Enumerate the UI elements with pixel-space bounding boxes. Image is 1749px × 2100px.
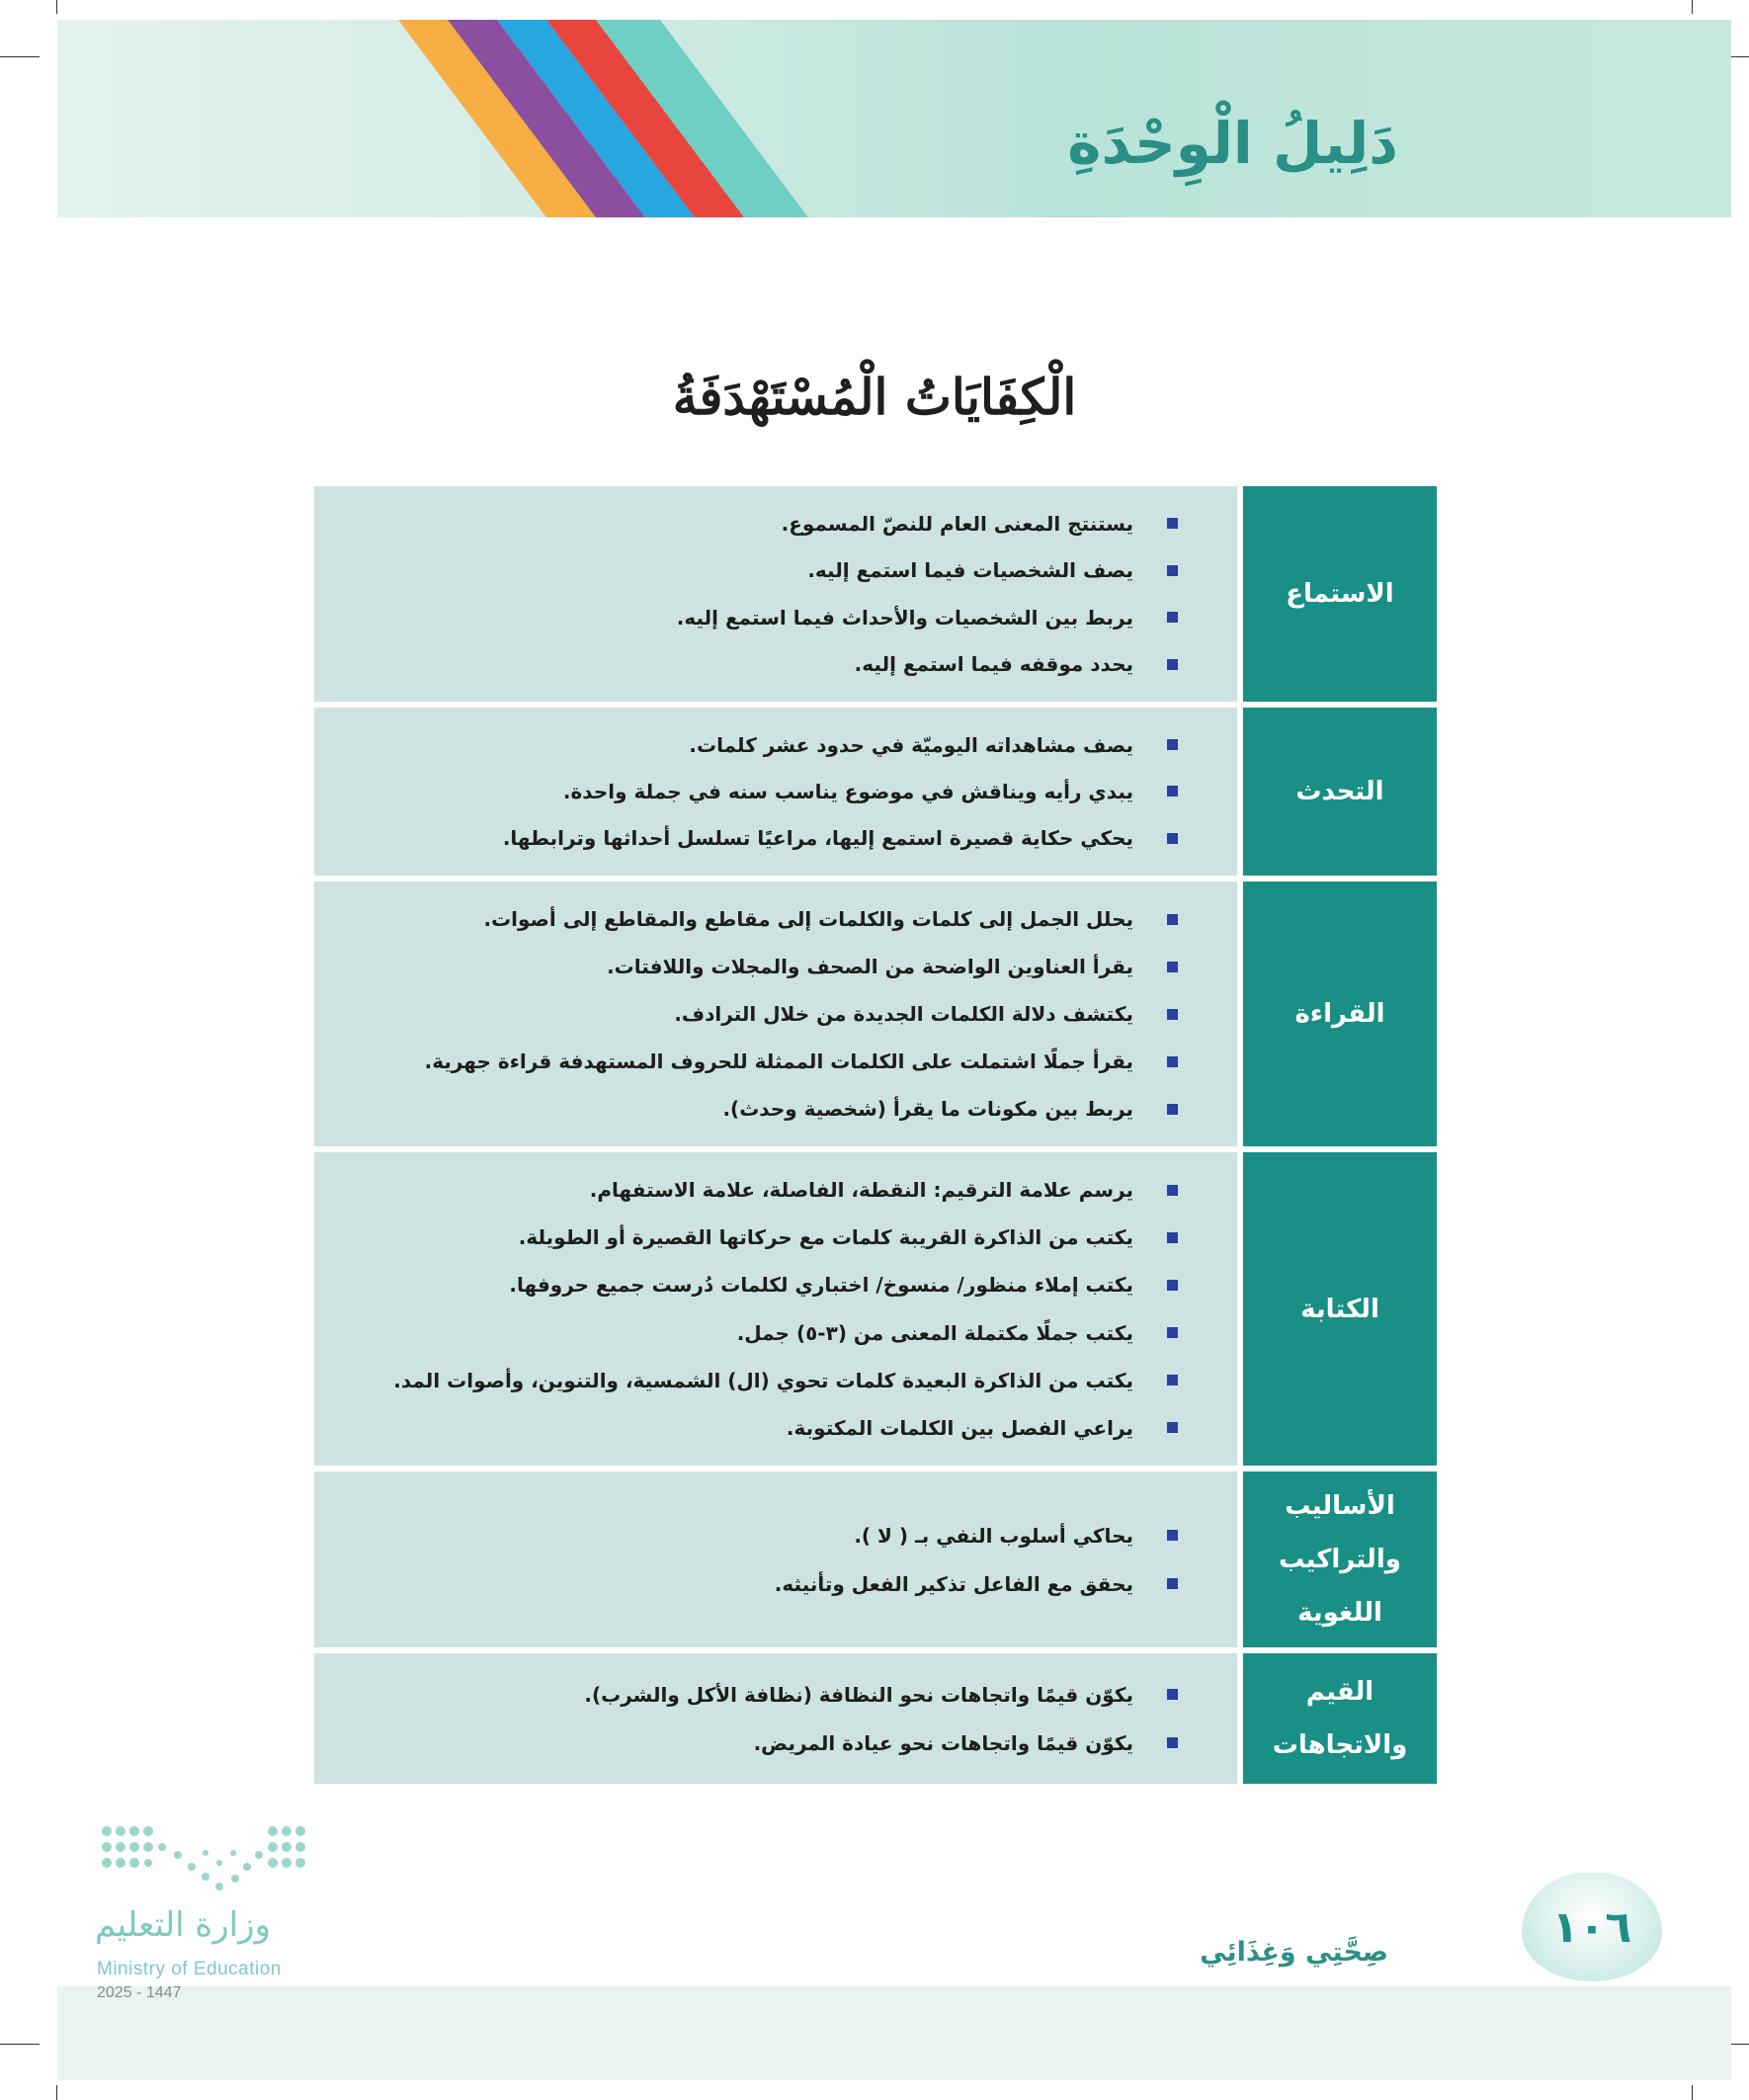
competency-list	[314, 882, 1237, 1146]
square-bullet-icon	[1167, 739, 1178, 750]
crop-mark	[56, 2085, 57, 2100]
square-bullet-icon	[1167, 1185, 1178, 1196]
crop-mark	[1692, 0, 1693, 14]
item-text: يستنتج المعنى العام للنصّ المسموع.	[781, 511, 1133, 536]
crop-mark	[56, 0, 57, 14]
edition-year: 2025 - 1447	[97, 1984, 182, 2001]
list-item	[334, 990, 1178, 1038]
list-item	[334, 594, 1178, 641]
competency-list	[314, 1653, 1237, 1784]
list-item	[334, 1166, 1178, 1214]
unit-guide-header	[57, 20, 1731, 217]
item-text: يكتب إملاء منظور/ منسوخ/ اختباري لكلمات دُرست جميع حروفها.	[509, 1273, 1133, 1298]
square-bullet-icon	[1167, 1327, 1178, 1338]
square-bullet-icon	[1167, 1375, 1178, 1386]
item-text: يحلل الجمل إلى كلمات والكلمات إلى مقاطع والمقاطع إلى أصوات.	[483, 907, 1133, 931]
square-bullet-icon	[1167, 1232, 1178, 1243]
list-item	[334, 1038, 1178, 1085]
item-text: يحقق مع الفاعل تذكير الفعل وتأنيثه.	[774, 1571, 1133, 1596]
item-text: يقرأ جملًا اشتملت على الكلمات الممثلة للحروف المستهدفة قراءة جهرية.	[424, 1050, 1133, 1073]
competency-row-language-structures	[314, 1471, 1437, 1647]
square-bullet-icon	[1167, 1280, 1178, 1291]
competency-list	[314, 1152, 1237, 1466]
square-bullet-icon	[1167, 1104, 1178, 1115]
item-text: يكتب من الذاكرة القريبة كلمات مع حركاتها القصيرة أو الطويلة.	[518, 1225, 1133, 1250]
item-text: يكتب جملًا مكتملة المعنى من (٣-٥) جمل.	[736, 1320, 1133, 1345]
list-item	[334, 1511, 1178, 1559]
skill-label: القراءة	[1243, 882, 1437, 1146]
list-item	[334, 815, 1178, 862]
square-bullet-icon	[1167, 1578, 1178, 1589]
square-bullet-icon	[1167, 1422, 1178, 1433]
skill-label: التحدث	[1243, 708, 1437, 876]
list-item	[334, 1214, 1178, 1261]
crop-mark	[0, 2044, 40, 2045]
decorative-stripes	[57, 20, 1731, 217]
item-text: يرسم علامة الترقيم: النقطة، الفاصلة، علامة الاستفهام.	[589, 1178, 1133, 1203]
list-item	[334, 943, 1178, 990]
item-text: يبدي رأيه ويناقش في موضوع يناسب سنه في جملة واحدة.	[562, 779, 1133, 803]
list-item	[334, 1085, 1178, 1133]
list-item	[334, 547, 1178, 595]
square-bullet-icon	[1167, 914, 1178, 925]
competency-row-reading	[314, 882, 1437, 1146]
list-item	[334, 1309, 1178, 1357]
competency-list	[314, 708, 1237, 876]
header-title: دَلِيلُ الْوِحْدَةِ	[1067, 110, 1398, 177]
square-bullet-icon	[1167, 1530, 1178, 1541]
square-bullet-icon	[1167, 518, 1178, 529]
ministry-name-ar: وزارة التعليم	[95, 1905, 271, 1945]
square-bullet-icon	[1167, 1737, 1178, 1748]
item-text: يحكي حكاية قصيرة استمع إليها، مراعيًا تسلسل أحداثها وترابطها.	[502, 826, 1133, 851]
list-item	[334, 721, 1178, 768]
list-item	[334, 895, 1178, 943]
page-title: الْكِفَايَاتُ الْمُسْتَهْدَفَةُ	[672, 368, 1077, 426]
skill-label: الكتابة	[1243, 1152, 1437, 1466]
item-text: يحدد موقفه فيما استمع إليه.	[854, 652, 1133, 677]
item-text: يكتب من الذاكرة البعيدة كلمات تحوي (ال) الشمسية، والتنوين، وأصوات المد.	[393, 1368, 1133, 1392]
list-item	[334, 1670, 1178, 1719]
ministry-name-en: Ministry of Education	[97, 1959, 282, 1979]
square-bullet-icon	[1167, 659, 1178, 670]
footer-band	[57, 1986, 1731, 2080]
list-item	[334, 1261, 1178, 1308]
page-number-badge	[1522, 1873, 1662, 1981]
skill-label: القيم والاتجاهات	[1243, 1653, 1437, 1784]
item-text: يكوّن قيمًا واتجاهات نحو عيادة المريض.	[753, 1730, 1133, 1755]
item-text: يربط بين مكونات ما يقرأ (شخصية وحدث).	[722, 1097, 1133, 1121]
list-item	[334, 500, 1178, 547]
item-text: يربط بين الشخصيات والأحداث فيما استمع إليه.	[676, 605, 1133, 630]
square-bullet-icon	[1167, 1689, 1178, 1700]
square-bullet-icon	[1167, 833, 1178, 844]
item-text: يكتشف دلالة الكلمات الجديدة من خلال الترادف.	[674, 1002, 1133, 1026]
competency-row-listening	[314, 486, 1437, 702]
competency-row-writing	[314, 1152, 1437, 1466]
square-bullet-icon	[1167, 962, 1178, 972]
item-text: يصف الشخصيات فيما استمع إليه.	[807, 558, 1133, 583]
competency-list	[314, 1471, 1237, 1647]
square-bullet-icon	[1167, 565, 1178, 576]
item-text: يكوّن قيمًا واتجاهات نحو النظافة (نظافة الأكل والشرب).	[584, 1682, 1133, 1707]
list-item	[334, 768, 1178, 814]
list-item	[334, 1719, 1178, 1767]
skill-label: الأساليب والتراكيب اللغوية	[1243, 1471, 1437, 1647]
square-bullet-icon	[1167, 786, 1178, 797]
list-item	[334, 1559, 1178, 1608]
item-text: يحاكي أسلوب النفي بـ ( لا ).	[854, 1523, 1133, 1548]
skill-label: الاستماع	[1243, 486, 1437, 702]
competencies-table	[314, 486, 1437, 1790]
item-text: يراعي الفصل بين الكلمات المكتوبة.	[786, 1415, 1133, 1440]
square-bullet-icon	[1167, 1056, 1178, 1067]
square-bullet-icon	[1167, 1009, 1178, 1020]
list-item	[334, 1357, 1178, 1404]
square-bullet-icon	[1167, 612, 1178, 623]
item-text: يصف مشاهداته اليوميّة في حدود عشر كلمات.	[689, 732, 1133, 757]
crop-mark	[0, 56, 40, 57]
competency-list	[314, 486, 1237, 702]
book-title: صِحَّتِي وَغِذَائِي	[1200, 1937, 1388, 1968]
ministry-logo-icon	[97, 1823, 314, 1902]
list-item	[334, 641, 1178, 689]
competency-row-values	[314, 1653, 1437, 1784]
competency-row-speaking	[314, 708, 1437, 876]
page-number: ١٠٦	[1551, 1901, 1632, 1953]
list-item	[334, 1404, 1178, 1452]
item-text: يقرأ العناوين الواضحة من الصحف والمجلات واللافتات.	[607, 955, 1133, 978]
crop-mark	[1692, 2085, 1693, 2100]
